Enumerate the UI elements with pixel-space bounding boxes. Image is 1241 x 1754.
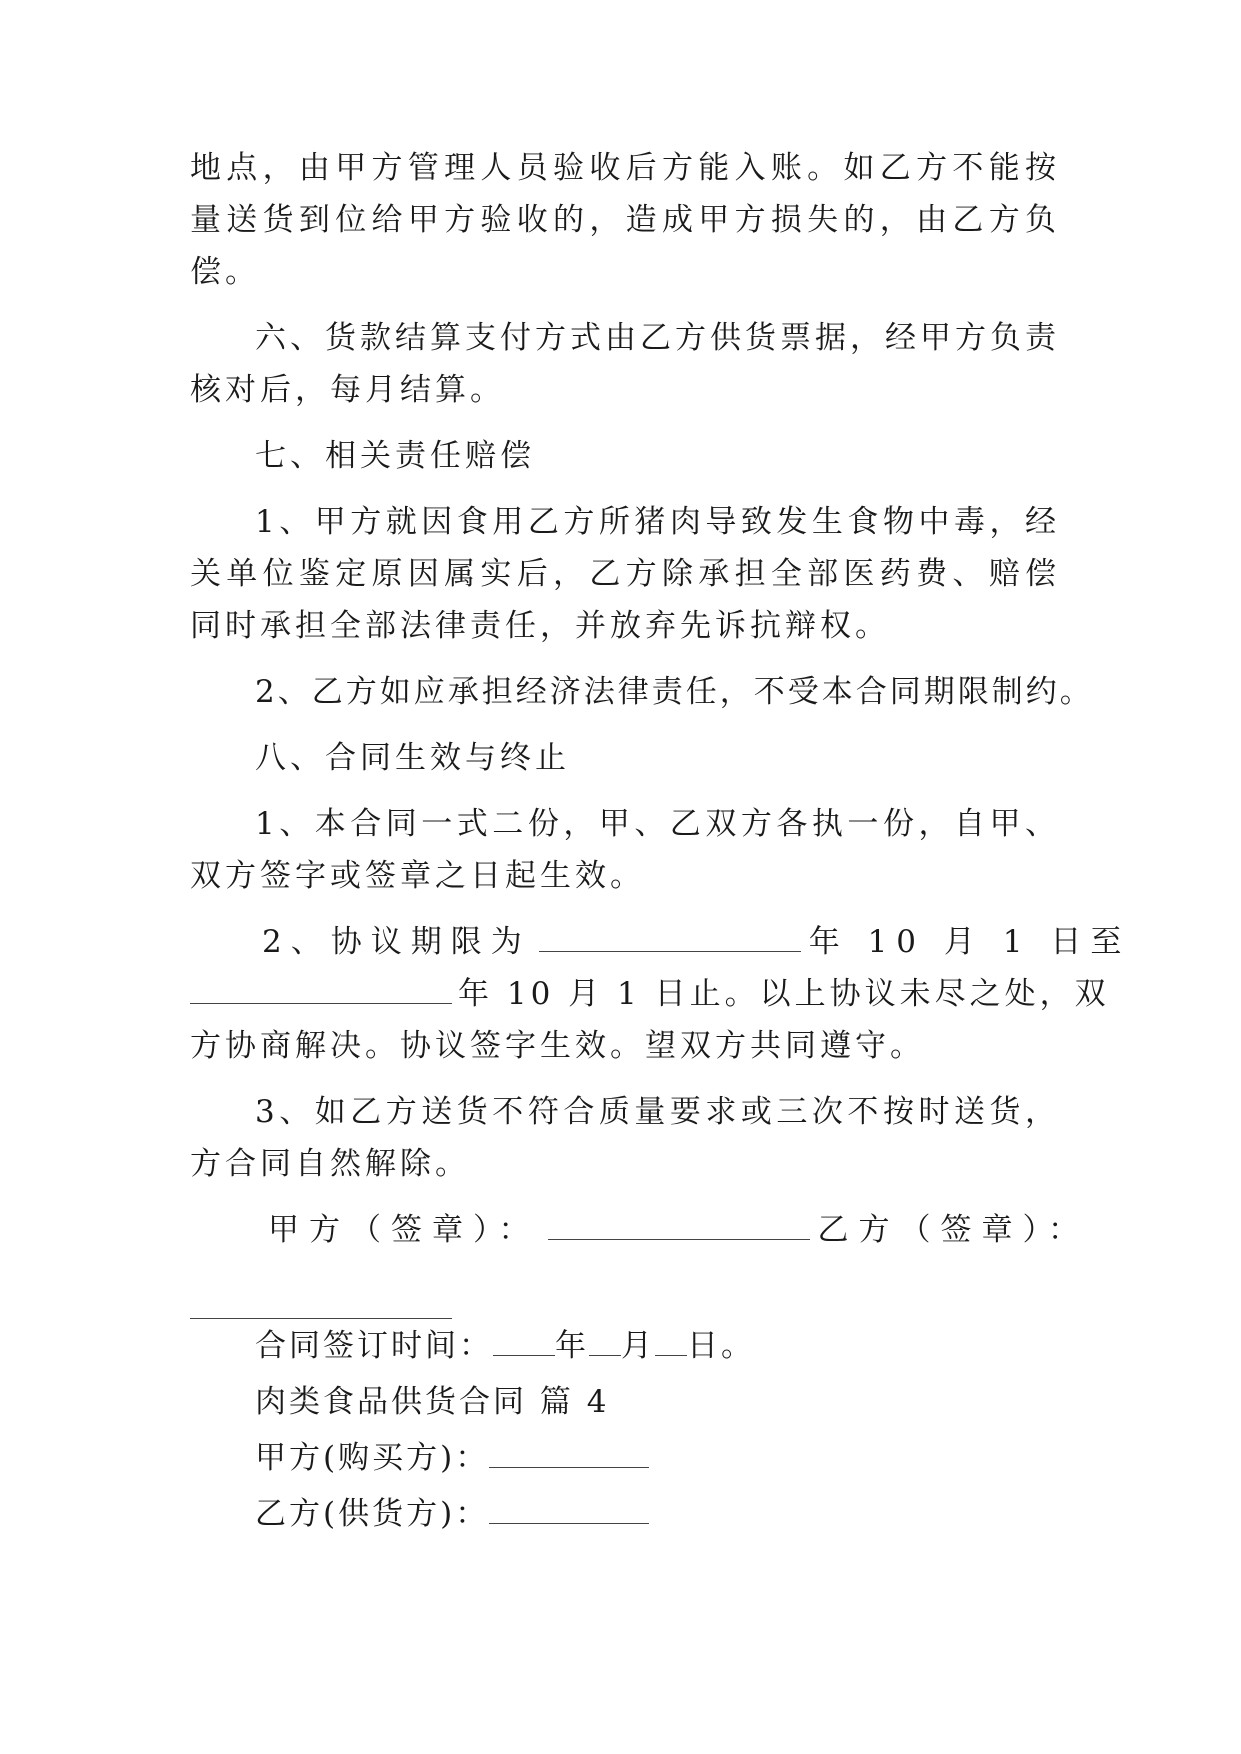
party-b-line [255, 1494, 1125, 1534]
start-year-blank [539, 923, 801, 952]
clause-line: 同时承担全部法律责任，并放弃先诉抗辩权。 [190, 608, 890, 644]
party-a-line [255, 1438, 1125, 1478]
clause-line: 3、如乙方送货不符合质量要求或三次不按时送货， [255, 1094, 1060, 1130]
party-a-signature-label: 甲方（签章）： [268, 1212, 540, 1248]
day-blank [655, 1327, 687, 1356]
month-blank [589, 1327, 621, 1356]
party-b-signature-label: 乙方（签章）： [817, 1212, 1089, 1248]
paragraph-line: 地点，由甲方管理人员验收后方能入账。如乙方不能按 [190, 150, 1060, 186]
clause-line: 1、甲方就因食用乙方所猪肉导致发生食物中毒，经 [255, 504, 1060, 540]
clause-line: 1、本合同一式二份，甲、乙双方各执一份，自甲、 [255, 806, 1060, 842]
clause-line: 关单位鉴定原因属实后，乙方除承担全部医药费、赔偿 [190, 556, 1060, 592]
year-blank [493, 1327, 555, 1356]
party-b-signature-blank [190, 1318, 452, 1319]
clause-line: 方合同自然解除。 [190, 1146, 470, 1182]
section-heading-seven: 七、相关责任赔偿 [255, 438, 535, 474]
contract-title: 肉类食品供货合同 篇 4 [255, 1384, 610, 1420]
term-end-date: 年 10 月 1 日止。以上协议未尽之处，双 [458, 976, 1110, 1012]
party-a-signature-blank [548, 1211, 810, 1240]
paragraph-line: 核对后，每月结算。 [190, 372, 505, 408]
clause-line: 双方签字或签章之日起生效。 [190, 858, 645, 894]
month-label: 月 [621, 1328, 655, 1364]
party-a-blank [489, 1439, 649, 1468]
term-start-date: 年 10 月 1 日至 [808, 924, 1131, 960]
day-label: 日。 [687, 1328, 755, 1364]
party-a-label: 甲方(购买方)： [255, 1440, 490, 1476]
year-label: 年 [555, 1328, 589, 1364]
paragraph-line: 量送货到位给甲方验收的，造成甲方损失的，由乙方负 [190, 202, 1060, 238]
signing-date-label: 合同签订时间： [255, 1328, 493, 1364]
section-six-line: 六、货款结算支付方式由乙方供货票据，经甲方负责 [255, 320, 1060, 356]
paragraph-line: 偿。 [190, 254, 260, 290]
signing-date-line [255, 1326, 1125, 1366]
end-year-blank [190, 975, 452, 1004]
clause-line: 方协商解决。协议签字生效。望双方共同遵守。 [190, 1028, 925, 1064]
party-b-blank [489, 1495, 649, 1524]
term-line [262, 922, 1131, 962]
section-heading-eight: 八、合同生效与终止 [255, 740, 570, 776]
clause-line: 2、乙方如应承担经济法律责任，不受本合同期限制约。 [255, 674, 1094, 710]
term-label: 2、协议期限为 [262, 924, 531, 960]
term-line [190, 974, 1110, 1014]
signature-line [268, 1210, 1089, 1250]
party-b-label: 乙方(供货方)： [255, 1496, 490, 1532]
